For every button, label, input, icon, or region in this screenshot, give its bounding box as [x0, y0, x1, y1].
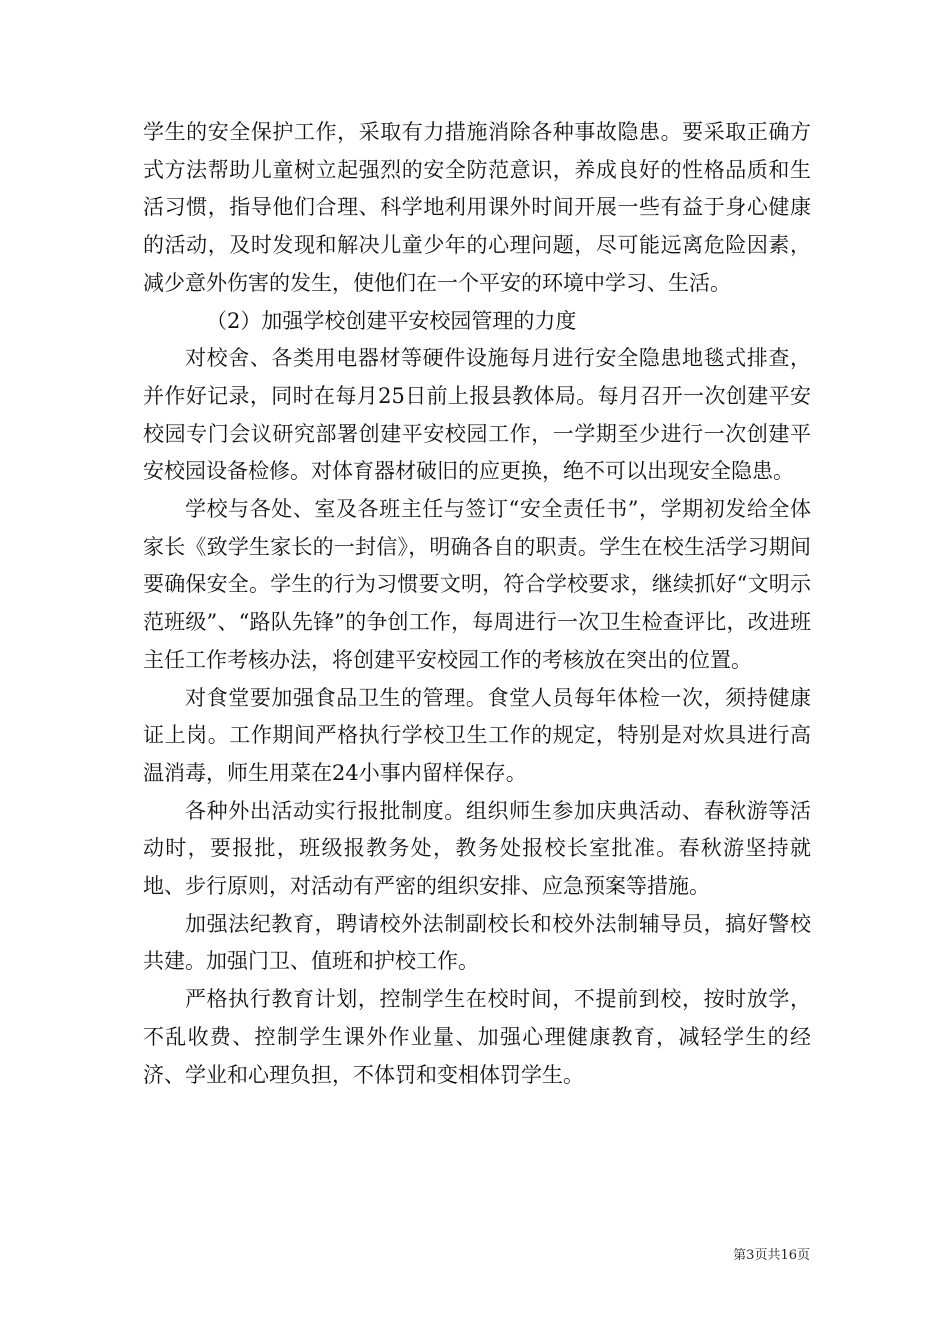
- document-body: [143, 114, 811, 1094]
- section-subheading: （2）加强学校创建平安校园管理的力度: [206, 308, 577, 333]
- paragraph-legal-education: 加强法纪教育，聘请校外法制副校长和校外法制辅导员，搞好警校共建。加强门卫、值班和护校工作。: [143, 911, 811, 974]
- paragraph-facility-inspection: 对校舍、各类用电器材等硬件设施每月进行安全隐患地毯式排查，并作好记录，同时在每月25日前上报县教体局。每月召开一次创建平安校园专门会议研究部署创建平安校园工作，一学期至少进行一次创建平安校园设备检修。对体育器材破旧的应更换，绝不可以出现安全隐患。: [143, 346, 811, 484]
- paragraph-food-safety: 对食堂要加强食品卫生的管理。食堂人员每年体检一次，须持健康证上岗。工作期间严格执行学校卫生工作的规定，特别是对炊具进行高温消毒，师生用菜在24小事内留样保存。: [143, 685, 811, 785]
- page-number: 第3页共16页: [733, 1248, 810, 1263]
- paragraph-outing-approval: 各种外出活动实行报批制度。组织师生参加庆典活动、春秋游等活动时，要报批，班级报教务处，教务处报校长室批准。春秋游坚持就地、步行原则，对活动有严密的组织安排、应急预案等措施。: [143, 798, 811, 899]
- paragraph-responsibility: 学校与各处、室及各班主任与签订“安全责任书”，学期初发给全体家长《致学生家长的一封信》，明确各自的职责。学生在校生活学习期间要确保安全。学生的行为习惯要文明，符合学校要求，继续抓好“文明示范班级”、“路队先锋”的争创工作，每周进行一次卫生检查评比，改进班主任工作考核办法，将创建平安校园工作的考核放在突出的位置。: [143, 497, 811, 672]
- paragraph-teaching-plan: 严格执行教育计划，控制学生在校时间，不提前到校，按时放学，不乱收费、控制学生课外作业量、加强心理健康教育，减轻学生的经济、学业和心理负担，不体罚和变相体罚学生。: [143, 987, 811, 1087]
- paragraph-continuation: 学生的安全保护工作，采取有力措施消除各种事故隐患。要采取正确方式方法帮助儿童树立起强烈的安全防范意识，养成良好的性格品质和生活习惯，指导他们合理、科学地利用课外时间开展一些有益于身心健康的活动，及时发现和解决儿童少年的心理问题，尽可能远离危险因素，减少意外伤害的发生，使他们在一个平安的环境中学习、生活。: [143, 120, 811, 295]
